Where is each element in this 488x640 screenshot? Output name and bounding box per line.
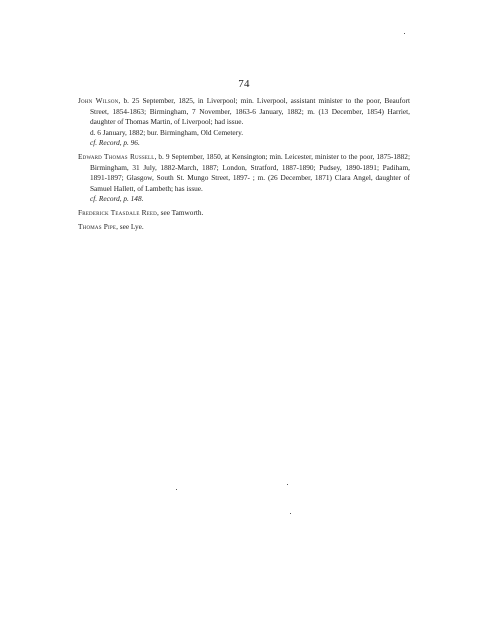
entry-reference: cf. Record, p. 148.	[90, 194, 144, 204]
page-number: 74	[238, 78, 250, 90]
biographical-entries	[78, 96, 410, 235]
entry-body: , b. 25 September, 1825, in Liverpool; min. Liverpool, assistant minister to the poor, Beaufort Street, 1854-1863; Birmingham, 7 November, 1863-6 January, 1882; m. (13 December, 1854) Harriet, daughter of Thomas Martin, of Liverpool; had issue.	[90, 96, 410, 127]
entry-reference: cf. Record, p. 96.	[90, 138, 140, 148]
entry-text	[78, 222, 410, 233]
scan-speck	[290, 513, 291, 514]
entry-text	[78, 96, 410, 128]
entry-text	[78, 152, 410, 194]
entry-death: d. 6 January, 1882; bur. Birmingham, Old Cemetery.	[90, 127, 244, 137]
scan-speck	[287, 484, 288, 485]
entry-name: Edward Thomas Russell	[78, 151, 155, 161]
scan-speck	[176, 489, 177, 490]
entry-john-wilson	[78, 96, 410, 149]
entry-edward-thomas-russell	[78, 152, 410, 205]
entry-name: Thomas Pipe	[78, 221, 117, 231]
scan-speck	[404, 33, 405, 34]
entry-text	[78, 208, 410, 219]
entry-name: Frederick Teasdale Reed	[78, 207, 157, 217]
entry-body: , b. 9 September, 1850, at Kensington; min. Leicester, minister to the poor, 1875-1882; Birmingham, 31 July, 1882-March, 1887; London, Stratford, 1887-1890; Pudsey, 1890-1891; Padiham, 1891-1897; Glasgow, South St. Mungo Street, 1897- ; m. (26 December, 1871) Clara Angel, daughter of Samuel Hallett, of Lambeth; has issue.	[90, 151, 410, 193]
entry-frederick-teasdale-reed	[78, 208, 410, 219]
entry-name: John Wilson	[78, 96, 119, 105]
entry-body: , see Tamworth.	[157, 207, 204, 217]
entry-thomas-pipe	[78, 222, 410, 233]
entry-body: , see Lye.	[116, 221, 144, 231]
